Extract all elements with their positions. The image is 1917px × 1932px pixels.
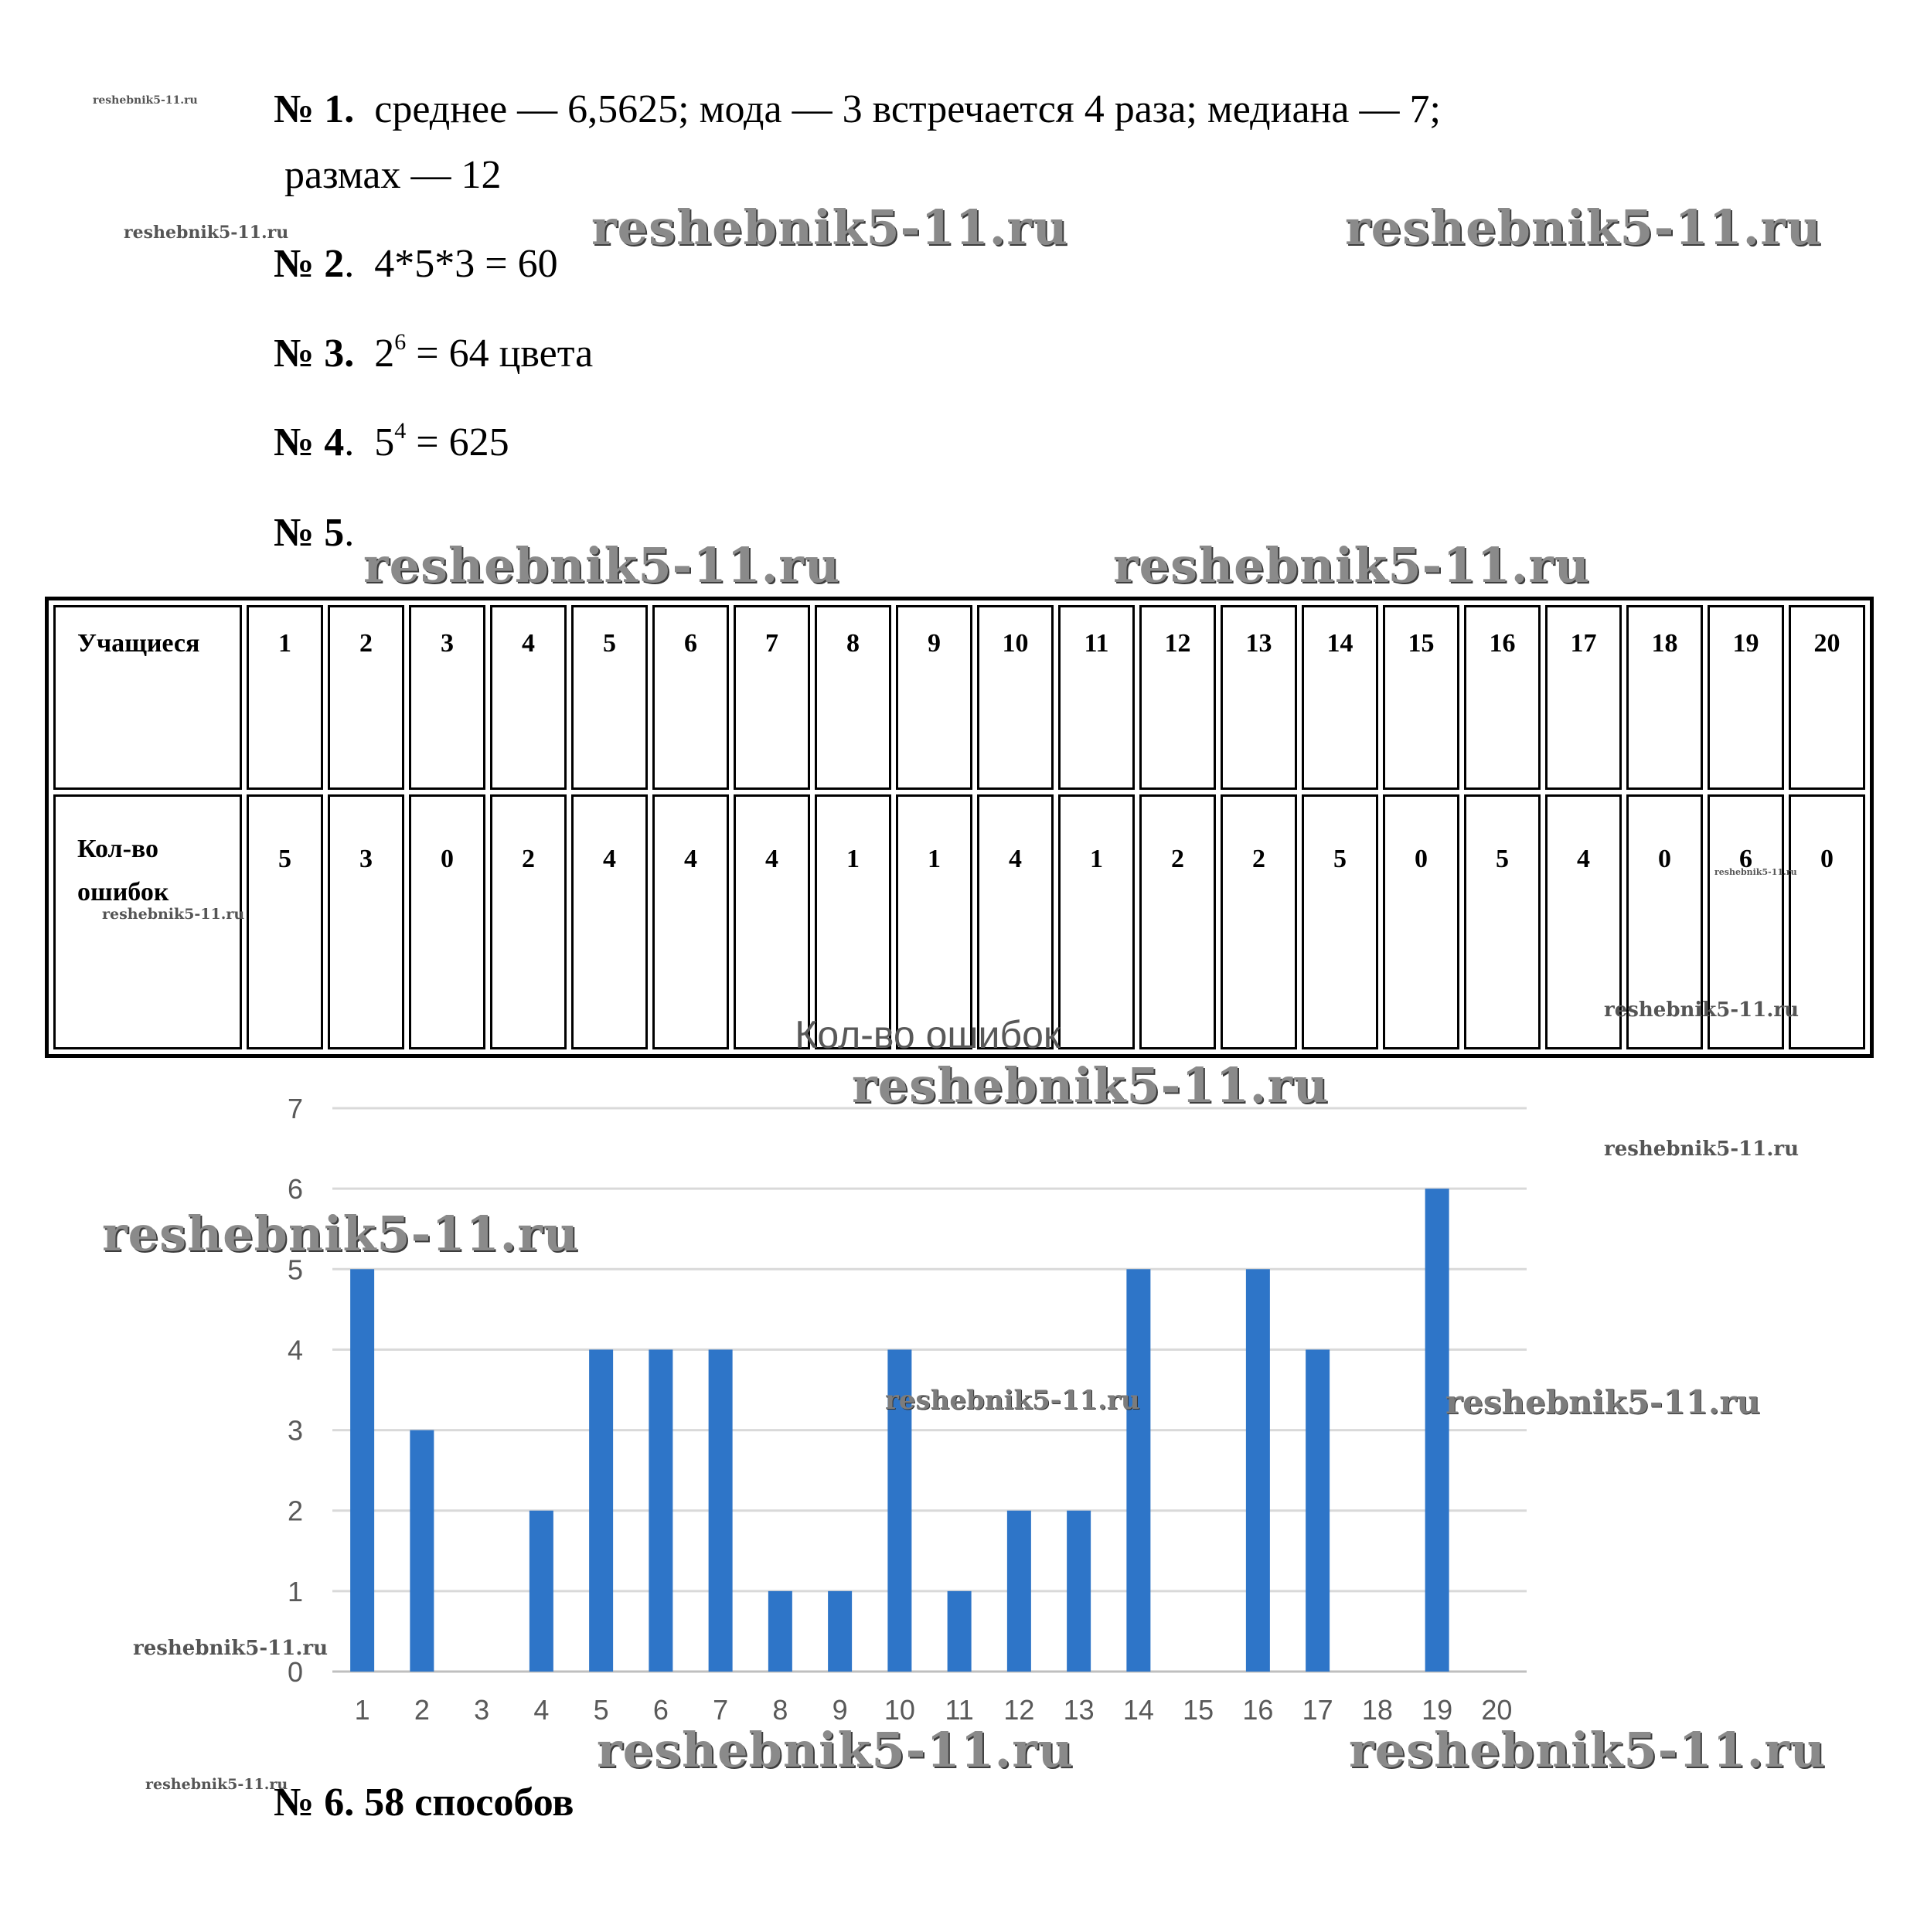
watermark: reshebnik5-11.ru <box>363 537 840 594</box>
problem-4: № 4. $5^4 = 625$ <box>274 418 509 464</box>
x-tick-label: 13 <box>1063 1694 1095 1726</box>
watermark: reshebnik5-11.ru <box>1604 998 1800 1022</box>
x-tick-label: 15 <box>1183 1694 1214 1726</box>
y-tick-label: 5 <box>287 1253 303 1286</box>
problem-6: № 6. 58 способов <box>274 1781 574 1825</box>
y-tick-label: 6 <box>287 1173 303 1206</box>
bar <box>1425 1189 1449 1672</box>
student-number-cell: 16 <box>1464 605 1541 790</box>
x-tick-label: 12 <box>1003 1694 1035 1726</box>
student-number-cell: 15 <box>1383 605 1459 790</box>
error-count-cell: 2 <box>1221 794 1297 1049</box>
x-tick-label: 20 <box>1481 1694 1513 1726</box>
y-tick-label: 4 <box>287 1334 303 1366</box>
watermark: reshebnik5-11.ru <box>852 1057 1329 1114</box>
error-count-cell: 1 <box>896 794 972 1049</box>
problem-4-label: № 4 <box>274 420 345 464</box>
error-count-cell: 0 <box>1789 794 1865 1049</box>
watermark: reshebnik5-11.ru <box>145 1776 288 1793</box>
student-number-cell: 20 <box>1789 605 1865 790</box>
x-tick-label: 1 <box>354 1694 370 1726</box>
errors-header: Кол-во ошибок <box>53 794 242 1049</box>
watermark: reshebnik5-11.ru <box>1349 1722 1826 1778</box>
problem-3: № 3. $2^6 = 64$ цвета <box>274 329 594 376</box>
bar <box>1246 1269 1270 1672</box>
error-count-cell: 2 <box>1139 794 1216 1049</box>
x-tick-label: 10 <box>884 1694 915 1726</box>
student-number-cell: 10 <box>977 605 1054 790</box>
student-number-cell: 18 <box>1626 605 1703 790</box>
error-count-cell: 5 <box>1302 794 1378 1049</box>
x-tick-label: 11 <box>945 1694 974 1726</box>
x-tick-label: 19 <box>1422 1694 1453 1726</box>
watermark: reshebnik5-11.ru <box>885 1385 1140 1416</box>
y-tick-label: 2 <box>287 1495 303 1527</box>
x-tick-label: 8 <box>772 1694 788 1726</box>
watermark: reshebnik5-11.ru <box>102 906 245 923</box>
student-number-cell: 9 <box>896 605 972 790</box>
problem-5: № 5. <box>274 511 355 555</box>
student-number-cell: 14 <box>1302 605 1378 790</box>
student-number-cell: 12 <box>1139 605 1216 790</box>
watermark: reshebnik5-11.ru <box>597 1722 1074 1778</box>
error-count-cell: 1 <box>815 794 891 1049</box>
x-tick-label: 16 <box>1242 1694 1274 1726</box>
students-header: Учащиеся <box>53 605 242 790</box>
student-number-cell: 1 <box>247 605 323 790</box>
x-tick-label: 7 <box>713 1694 729 1726</box>
problem-2-label: № 2 <box>274 242 345 286</box>
x-tick-label: 6 <box>652 1694 669 1726</box>
watermark: reshebnik5-11.ru <box>1345 199 1822 256</box>
problem-1-continuation: размах — 12 <box>284 153 502 197</box>
watermark: reshebnik5-11.ru <box>102 1206 579 1262</box>
error-count-cell: 5 <box>1464 794 1541 1049</box>
error-count-cell: 6 <box>1708 794 1784 1049</box>
error-count-cell: 4 <box>1545 794 1622 1049</box>
bar <box>1067 1511 1091 1672</box>
bar <box>768 1591 792 1672</box>
bar <box>1306 1349 1330 1672</box>
chart-title: Кол-во ошибок <box>795 1013 1061 1056</box>
watermark: reshebnik5-11.ru <box>1714 867 1797 877</box>
error-count-cell: 0 <box>1383 794 1459 1049</box>
y-tick-label: 0 <box>287 1656 303 1688</box>
x-tick-label: 17 <box>1302 1694 1333 1726</box>
error-count-cell: 4 <box>977 794 1054 1049</box>
error-count-cell: 4 <box>734 794 810 1049</box>
error-count-cell: 1 <box>1058 794 1135 1049</box>
bar <box>1007 1511 1031 1672</box>
student-number-cell: 7 <box>734 605 810 790</box>
bar <box>410 1430 434 1672</box>
problem-2: № 2. 4*5*3 = 60 <box>274 242 558 286</box>
problem-2-text: 4*5*3 = 60 <box>374 242 558 286</box>
bar <box>709 1349 733 1672</box>
watermark: reshebnik5-11.ru <box>1445 1383 1761 1421</box>
problem-1-label: № 1. <box>274 87 355 131</box>
watermark: reshebnik5-11.ru <box>591 199 1068 256</box>
watermark: reshebnik5-11.ru <box>1604 1138 1800 1161</box>
error-count-cell: 4 <box>652 794 729 1049</box>
watermark: reshebnik5-11.ru <box>1113 537 1590 594</box>
x-tick-label: 2 <box>414 1694 430 1726</box>
error-count-cell: 0 <box>409 794 485 1049</box>
problem-1-text: среднее — 6,5625; мода — 3 встречается 4 раза; медиана — 7; <box>374 87 1441 131</box>
watermark: reshebnik5-11.ru <box>93 94 198 107</box>
problem-3-label: № 3. <box>274 332 355 376</box>
error-count-cell: 2 <box>490 794 567 1049</box>
watermark: reshebnik5-11.ru <box>133 1637 329 1660</box>
x-tick-label: 9 <box>832 1694 848 1726</box>
student-number-cell: 5 <box>571 605 648 790</box>
bar <box>589 1349 613 1672</box>
student-number-cell: 3 <box>409 605 485 790</box>
watermark: reshebnik5-11.ru <box>124 223 289 243</box>
student-number-cell: 11 <box>1058 605 1135 790</box>
error-count-cell: 5 <box>247 794 323 1049</box>
student-number-cell: 17 <box>1545 605 1622 790</box>
x-tick-label: 4 <box>533 1694 550 1726</box>
student-number-cell: 8 <box>815 605 891 790</box>
x-tick-label: 5 <box>593 1694 609 1726</box>
error-count-cell: 3 <box>328 794 404 1049</box>
y-tick-label: 3 <box>287 1414 303 1447</box>
x-tick-label: 18 <box>1361 1694 1393 1726</box>
student-number-cell: 4 <box>490 605 567 790</box>
bar <box>948 1591 972 1672</box>
error-count-cell: 4 <box>571 794 648 1049</box>
bar <box>350 1269 374 1672</box>
bar <box>529 1511 553 1672</box>
bar <box>1126 1269 1150 1672</box>
y-tick-label: 1 <box>287 1575 303 1607</box>
x-tick-label: 3 <box>474 1694 490 1726</box>
problem-5-label: № 5 <box>274 511 345 555</box>
error-count-cell: 0 <box>1626 794 1703 1049</box>
bar <box>649 1349 672 1672</box>
y-tick-label: 7 <box>287 1093 303 1124</box>
student-number-cell: 2 <box>328 605 404 790</box>
bar <box>828 1591 852 1672</box>
student-number-cell: 19 <box>1708 605 1784 790</box>
x-tick-label: 14 <box>1122 1694 1154 1726</box>
student-number-cell: 13 <box>1221 605 1297 790</box>
student-number-cell: 6 <box>652 605 729 790</box>
